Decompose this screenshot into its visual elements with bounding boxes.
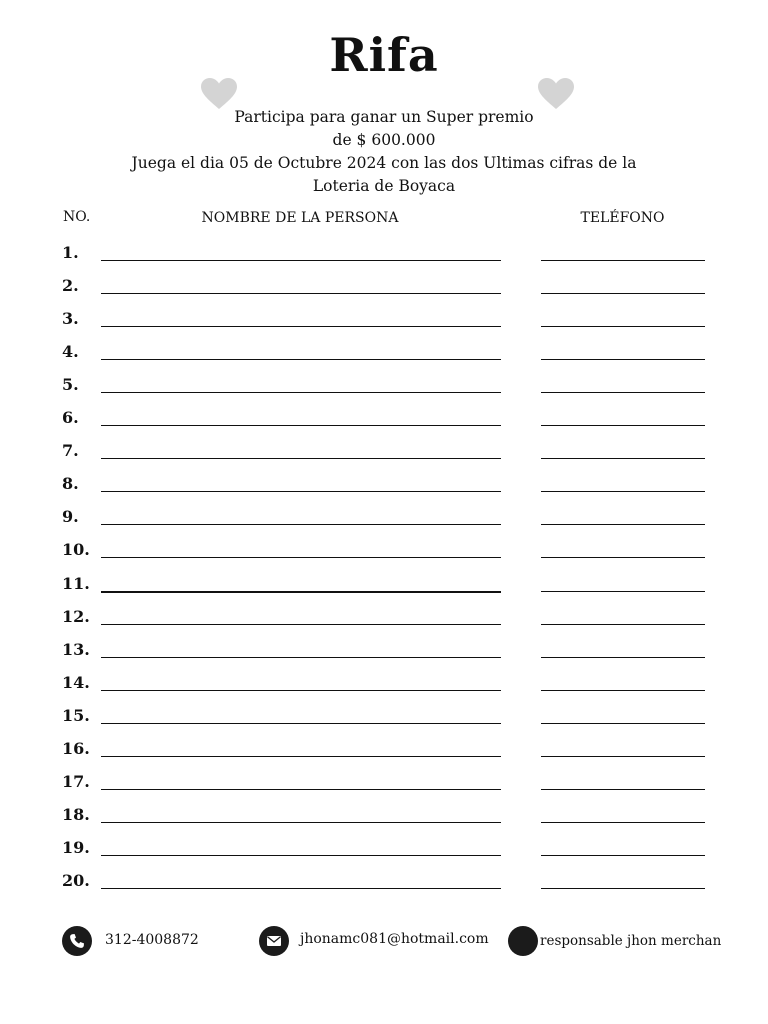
table-row: [0, 739, 768, 772]
row-number: 13.: [62, 639, 90, 659]
table-row: [0, 408, 768, 441]
table-row: [0, 706, 768, 739]
row-number: 18.: [62, 804, 90, 824]
name-line[interactable]: [101, 657, 501, 658]
phone-line[interactable]: [541, 458, 705, 459]
table-row: [0, 838, 768, 871]
table-row: [0, 772, 768, 805]
phone-line[interactable]: [541, 789, 705, 790]
table-row: [0, 243, 768, 276]
footer-phone-text: 312-4008872: [105, 932, 199, 948]
phone-line[interactable]: [541, 557, 705, 558]
table-row: [0, 640, 768, 673]
column-header-no: NO.: [63, 209, 91, 225]
phone-line[interactable]: [541, 260, 705, 261]
table-row: [0, 342, 768, 375]
row-number: 14.: [62, 672, 90, 692]
subtitle-line: Loteria de Boyaca: [312, 177, 456, 195]
name-line[interactable]: [101, 491, 501, 492]
phone-line[interactable]: [541, 326, 705, 327]
name-line[interactable]: [101, 557, 501, 558]
row-number: 8.: [62, 474, 79, 494]
subtitle-line: de $ 600.000: [332, 131, 436, 149]
phone-line[interactable]: [541, 690, 705, 691]
row-number: 6.: [62, 408, 79, 428]
subtitle-prize: [0, 106, 768, 152]
subtitle-draw-date: [0, 152, 768, 198]
row-number: 3.: [62, 309, 79, 329]
row-number: 2.: [62, 276, 79, 296]
name-line[interactable]: [101, 690, 501, 691]
name-line[interactable]: [101, 359, 501, 360]
subtitle-line: Participa para ganar un Super premio: [234, 108, 534, 126]
name-line[interactable]: [101, 591, 501, 593]
table-row: [0, 309, 768, 342]
phone-line[interactable]: [541, 822, 705, 823]
phone-line[interactable]: [541, 425, 705, 426]
phone-line[interactable]: [541, 392, 705, 393]
name-line[interactable]: [101, 458, 501, 459]
footer-email-text: jhonamc081@hotmail.com: [300, 931, 489, 947]
column-header-phone: TELÉFONO: [580, 210, 665, 226]
row-number: 16.: [62, 738, 90, 758]
page-title: Rifa: [329, 28, 439, 82]
row-number: 9.: [62, 507, 79, 527]
name-line[interactable]: [101, 524, 501, 525]
name-line[interactable]: [101, 260, 501, 261]
row-number: 11.: [62, 573, 90, 593]
row-number: 1.: [62, 243, 79, 262]
phone-line[interactable]: [541, 293, 705, 294]
table-row: [0, 607, 768, 640]
table-row: [0, 540, 768, 573]
row-number: 19.: [62, 837, 90, 857]
name-line[interactable]: [101, 789, 501, 790]
name-line[interactable]: [101, 425, 501, 426]
name-line[interactable]: [101, 392, 501, 393]
row-number: 12.: [62, 606, 90, 626]
phone-icon: [62, 926, 92, 956]
row-number: 20.: [62, 870, 90, 890]
row-number: 5.: [62, 375, 79, 395]
table-row: [0, 574, 768, 607]
phone-line[interactable]: [541, 657, 705, 658]
phone-line[interactable]: [541, 524, 705, 525]
footer-responsible-text: responsable jhon merchan: [540, 933, 722, 949]
name-line[interactable]: [101, 822, 501, 823]
name-line[interactable]: [101, 756, 501, 757]
table-row: [0, 441, 768, 474]
row-number: 10.: [62, 540, 90, 560]
column-header-name: NOMBRE DE LA PERSONA: [201, 210, 399, 226]
name-line[interactable]: [101, 855, 501, 856]
name-line[interactable]: [101, 723, 501, 724]
phone-line[interactable]: [541, 624, 705, 625]
name-line[interactable]: [101, 326, 501, 327]
name-line[interactable]: [101, 888, 501, 889]
name-line[interactable]: [101, 293, 501, 294]
table-row: [0, 507, 768, 540]
phone-line[interactable]: [541, 888, 705, 889]
subtitle-line: Juega el dia 05 de Octubre 2024 con las dos Ultimas cifras de la: [131, 154, 637, 172]
table-row: [0, 673, 768, 706]
table-row: [0, 474, 768, 507]
table-row: [0, 276, 768, 309]
table-row: [0, 375, 768, 408]
phone-line[interactable]: [541, 491, 705, 492]
phone-line[interactable]: [541, 591, 705, 592]
mail-icon: [259, 926, 289, 956]
phone-line[interactable]: [541, 359, 705, 360]
phone-line[interactable]: [541, 855, 705, 856]
person-icon: [508, 926, 538, 956]
row-number: 4.: [62, 342, 79, 362]
table-row: [0, 871, 768, 904]
phone-line[interactable]: [541, 723, 705, 724]
table-row: [0, 805, 768, 838]
row-number: 7.: [62, 441, 79, 461]
row-number: 17.: [62, 771, 90, 791]
phone-line[interactable]: [541, 756, 705, 757]
name-line[interactable]: [101, 624, 501, 625]
row-number: 15.: [62, 705, 90, 725]
